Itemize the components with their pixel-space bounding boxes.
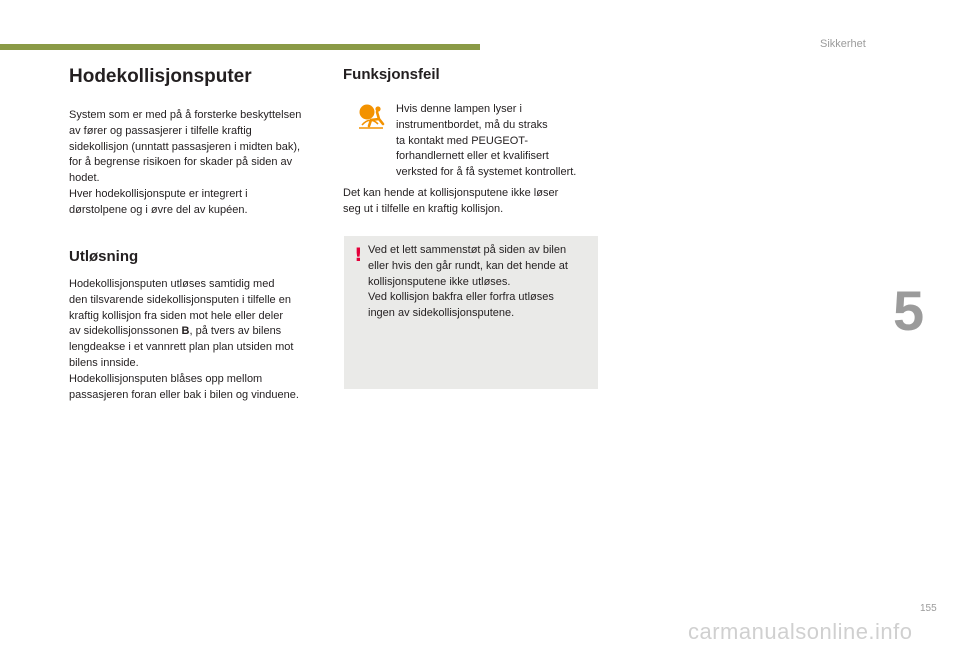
- deployment-text-part1: Hodekollisjonsputen utløses samtidig med den tilsvarende sidekollisjonsputen i tilfelle en kraftig kollisjon fra siden mot hele eller deler av sidekollisjonssonen: [69, 278, 291, 338]
- zone-label: B: [181, 325, 190, 338]
- page-title: Hodekollisjonsputer: [69, 66, 252, 87]
- airbag-warning-lamp-icon: [357, 104, 385, 130]
- right-column: [343, 66, 599, 320]
- left-column: [69, 66, 329, 401]
- header-accent-bar: [0, 44, 480, 50]
- warning-box: [344, 236, 598, 389]
- chapter-number: 5: [893, 279, 925, 342]
- lamp-description: Hvis denne lampen lyser i instrumentbordet, må du straks ta kontakt med PEUGEOT- forhandlernett eller et kvalifisert verksted for å få systemet kontrollert.: [396, 103, 577, 179]
- exclamation-icon: !: [354, 244, 363, 266]
- deployment-heading: Utløsning: [69, 248, 139, 265]
- malfunction-heading: Funksjonsfeil: [343, 66, 440, 83]
- deployment-section: [69, 248, 329, 403]
- warning-lamp-row: [343, 102, 599, 182]
- deployment-paragraph: [69, 277, 329, 403]
- warning-text: Ved et lett sammenstøt på siden av bilen eller hvis den går rundt, kan det hende at kollisjonsputene ikke utløses. Ved kollisjon bakfra eller forfra utløses ingen av sidekollisjonsputene.: [368, 244, 568, 320]
- section-label: Sikkerhet: [820, 38, 866, 50]
- watermark: carmanualsonline.info: [688, 619, 913, 644]
- intro-paragraph: System som er med på å forsterke beskyttelsen av fører og passasjerer i tilfelle kraftig sidekollisjon (unntatt passasjeren i midten bak), for å begrense risikoen for skader på siden av hodet. Hver hodekollisjonspute er integrert i dørstolpene og i øvre del av kupéen.: [69, 109, 302, 216]
- deployment-note: Det kan hende at kollisjonsputene ikke løser seg ut i tilfelle en kraftig kollisjon.: [343, 187, 559, 215]
- page-number: 155: [920, 603, 937, 614]
- deployment-text-part2: , på tvers av bilens lengdeakse i et vannrett plan plan utsiden mot bilens innside. Hodekollisjonsputen blåses opp mellom passasjeren foran eller bak i bilen og vinduene.: [69, 325, 299, 401]
